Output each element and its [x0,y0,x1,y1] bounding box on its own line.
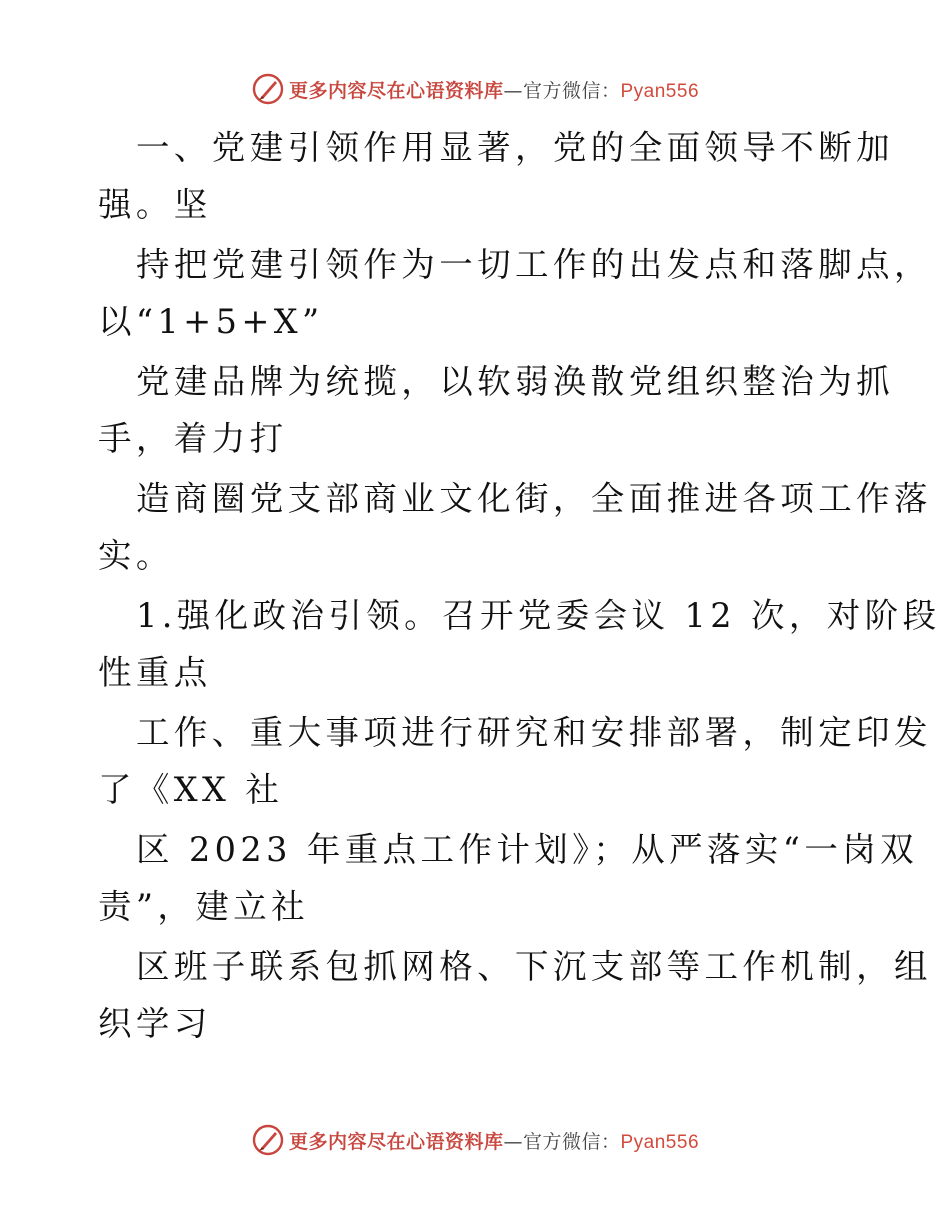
text-line: 织学习 [98,1004,212,1043]
text-line: 工作、重大事项进行研究和安排部署，制定印发 [136,713,932,752]
text-line: 性重点 [98,653,212,692]
text-line: 手，着力打 [98,419,288,458]
text-line: 以“1+5+X” [98,302,324,341]
watermark-text [289,1127,699,1154]
watermark-wechat-id: Pyan556 [620,1131,700,1153]
watermark-separator: — [503,1130,523,1153]
text-line: 责”，建立社 [98,887,310,926]
quill-pen-circle-icon [251,1123,285,1157]
text-line: 一、党建引领作用显著，党的全面领导不断加 [136,128,894,167]
text-line: 了《XX 社 [98,770,284,809]
header-watermark [0,71,950,107]
watermark-title: 更多内容尽在心语资料库 [288,79,504,102]
watermark-text [289,76,699,103]
text-line: 造商圈党支部商业文化街，全面推进各项工作落 [136,479,932,518]
watermark-separator: — [503,79,523,102]
watermark-title: 更多内容尽在心语资料库 [288,1130,504,1153]
text-line: 区班子联系包抓网格、下沉支部等工作机制，组 [136,947,932,986]
watermark-wechat-label: 官方微信： [522,1130,621,1153]
text-line: 实。 [98,536,174,575]
quill-pen-circle-icon [251,72,285,106]
watermark-wechat-id: Pyan556 [620,80,700,102]
text-line: 1.强化政治引领。召开党委会议 12 次，对阶段 [136,596,941,635]
text-line: 党建品牌为统揽，以软弱涣散党组织整治为抓 [136,362,894,401]
watermark-wechat-label: 官方微信： [522,79,621,102]
footer-watermark [0,1122,950,1158]
text-line: 强。坚 [98,185,212,224]
text-line: 区 2023 年重点工作计划》；从严落实“一岗双 [136,830,919,869]
text-line: 持把党建引领作为一切工作的出发点和落脚点， [136,245,932,284]
